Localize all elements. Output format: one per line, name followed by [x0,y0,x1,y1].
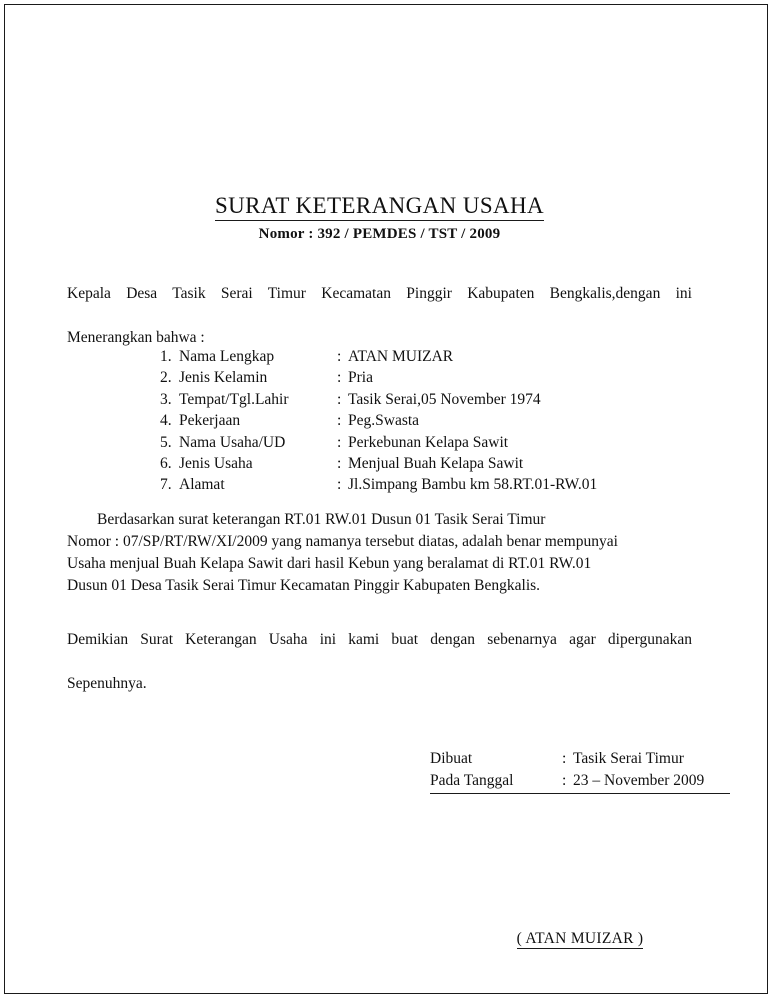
signature-date-colon: : [562,772,567,789]
item-colon: : [337,390,342,408]
signature-block [430,748,730,794]
item-label: Nama Usaha/UD [179,433,286,451]
body-line-1: Berdasarkan surat keterangan RT.01 RW.01 Dusun 01 Tasik Serai Timur [97,511,546,528]
item-label: Jenis Kelamin [179,369,268,387]
closing-line-2: Sepenuhnya. [67,675,147,692]
item-value: Perkebunan Kelapa Sawit [348,433,509,451]
item-colon: : [337,476,342,494]
item-label: Tempat/Tgl.Lahir [179,390,289,408]
signer-block [430,930,730,949]
document-heading [67,193,692,243]
item-colon: : [337,454,342,472]
list-item [160,474,680,495]
item-number: 5. [160,433,172,451]
item-number: 3. [160,390,172,408]
item-label: Alamat [179,476,225,494]
signature-date-value: 23 – November 2009 [573,772,705,789]
signer-name: ( ATAN MUIZAR ) [516,930,644,947]
intro-line-2: Menerangkan bahwa : [67,329,205,346]
item-colon: : [337,433,342,451]
signature-place-label: Dibuat [430,750,473,767]
body-paragraph [67,509,692,597]
closing-paragraph [67,629,692,695]
intro-line-1: Kepala Desa Tasik Serai Timur Kecamatan Pinggir Kabupaten Bengkalis,dengan ini [67,285,692,302]
document-number: Nomor : 392 / PEMDES / TST / 2009 [258,225,501,242]
list-item [160,410,680,431]
signature-date-label: Pada Tanggal [430,772,514,789]
document-content-area [67,0,705,998]
item-value: ATAN MUIZAR [348,348,454,365]
body-line-3: Usaha menjual Buah Kelapa Sawit dari hasil Kebun yang beralamat di RT.01 RW.01 [67,555,592,572]
body-line-4: Dusun 01 Desa Tasik Serai Timur Kecamatan Pinggir Kabupaten Bengkalis. [67,577,541,594]
signature-place-value: Tasik Serai Timur [573,750,684,767]
list-item [160,432,680,453]
item-value: Pria [348,369,373,387]
item-number: 6. [160,454,172,472]
signature-place-colon: : [562,750,567,767]
closing-line-1: Demikian Surat Keterangan Usaha ini kami buat dengan sebenarnya agar dipergunakan [67,631,692,648]
item-label: Nama Lengkap [179,348,275,365]
list-item [160,367,680,388]
item-number: 7. [160,476,172,494]
list-item [160,389,680,410]
list-item [160,453,680,474]
signature-place-row [430,748,730,770]
item-value: Peg.Swasta [348,412,420,430]
signature-date-row [430,770,730,794]
item-value: Jl.Simpang Bambu km 58.RT.01-RW.01 [348,476,598,494]
list-item [160,346,680,367]
item-number: 2. [160,369,172,387]
item-label: Pekerjaan [179,412,241,430]
item-colon: : [337,369,342,387]
item-colon: : [337,348,342,365]
item-number: 4. [160,412,172,430]
particulars-list [160,346,680,496]
item-value: Menjual Buah Kelapa Sawit [348,454,524,472]
item-label: Jenis Usaha [179,454,253,472]
item-colon: : [337,412,342,430]
body-line-2: Nomor : 07/SP/RT/RW/XI/2009 yang namanya tersebut diatas, adalah benar mempunyai [67,533,618,550]
page-title: SURAT KETERANGAN USAHA [215,193,544,221]
intro-paragraph [67,283,692,349]
item-number: 1. [160,348,172,365]
item-value: Tasik Serai,05 November 1974 [348,390,541,408]
